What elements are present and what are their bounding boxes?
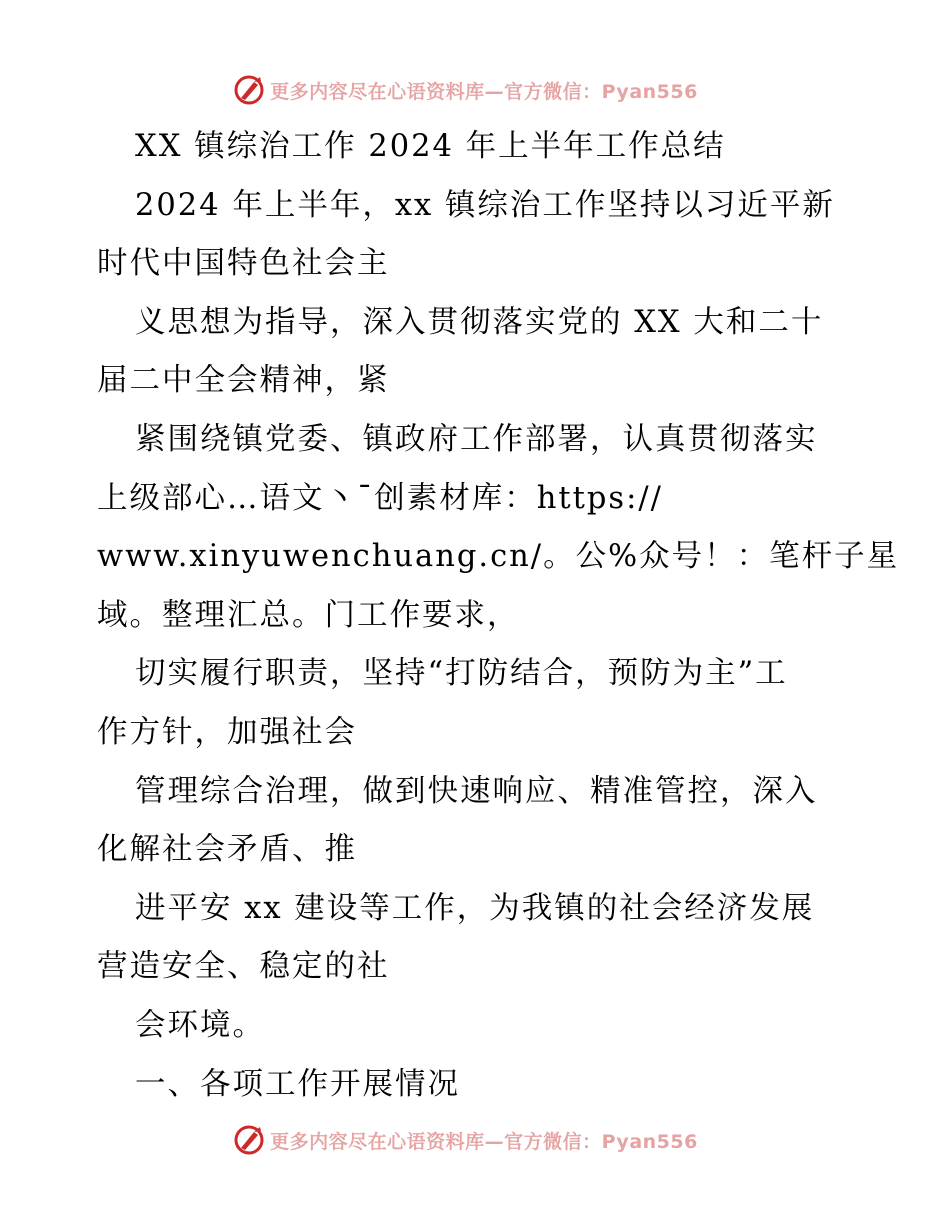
quill-pen-logo-icon	[232, 73, 266, 107]
paragraph-line: 域。整理汇总。门工作要求，	[97, 597, 520, 633]
quill-pen-logo-icon	[232, 1123, 266, 1157]
header-banner-text: 更多内容尽在心语资料库—官方微信：Pyan556	[270, 80, 698, 103]
paragraph-line: 上级部心…语文丶¯创素材库：https://	[97, 480, 663, 516]
paragraph-line: www.xinyuwenchuang.cn/。公%众号！：笔杆子星	[97, 539, 900, 575]
footer-banner-text: 更多内容尽在心语资料库—官方微信：Pyan556	[270, 1130, 698, 1153]
document-body	[97, 118, 900, 1114]
paragraph-line: 会环境。	[135, 1007, 265, 1043]
paragraph-line: 2024 年上半年，xx 镇综治工作坚持以习近平新	[135, 187, 835, 223]
paragraph-line: 进平安 xx 建设等工作，为我镇的社会经济发展	[135, 890, 815, 926]
paragraph-line: XX 镇综治工作 2024 年上半年工作总结	[135, 129, 726, 164]
paragraph-line: 营造安全、稳定的社	[97, 949, 390, 985]
paragraph-line: 作方针，加强社会	[97, 714, 357, 750]
paragraph-line: 紧围绕镇党委、镇政府工作部署，认真贯彻落实	[135, 421, 818, 457]
paragraph-line: 届二中全会精神，紧	[97, 363, 390, 399]
paragraph-line: 化解社会矛盾、推	[97, 832, 357, 868]
paragraph-line: 时代中国特色社会主	[97, 246, 390, 282]
paragraph-line: 一、各项工作开展情况	[135, 1066, 460, 1102]
paragraph-line: 义思想为指导，深入贯彻落实党的 XX 大和二十	[135, 304, 824, 340]
header-banner	[0, 70, 950, 110]
paragraph-line: 切实履行职责，坚持“打防结合，预防为主”工	[135, 656, 788, 692]
paragraph-line: 管理综合治理，做到快速响应、精准管控，深入	[135, 773, 818, 809]
footer-banner	[0, 1120, 950, 1160]
